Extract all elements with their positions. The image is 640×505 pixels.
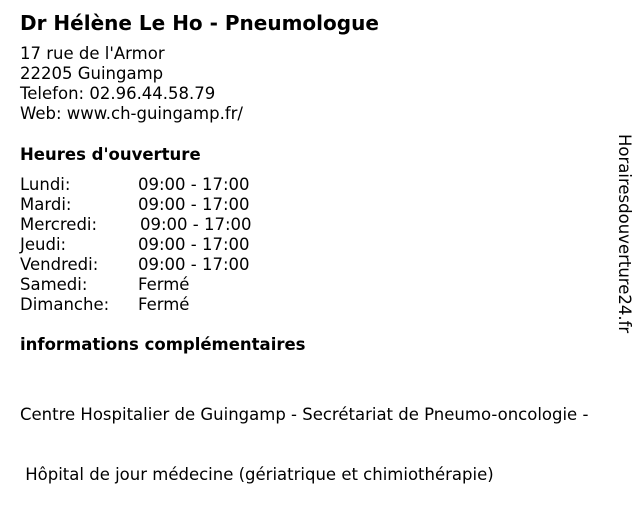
hours-time: 09:00 - 17:00 xyxy=(138,195,250,214)
hours-time: 09:00 - 17:00 xyxy=(140,215,252,234)
address-block xyxy=(20,44,243,124)
site-watermark: Horairesdouverture24.fr xyxy=(615,134,634,334)
hours-day: Mercredi: xyxy=(20,215,98,234)
hours-time: 09:00 - 17:00 xyxy=(138,235,250,254)
info-line: Centre Hospitalier de Guingamp - Secrétariat de Pneumo-oncologie - xyxy=(20,405,589,424)
hours-day: Samedi: xyxy=(20,275,88,294)
hours-day: Dimanche: xyxy=(20,295,110,314)
address-street: 17 rue de l'Armor xyxy=(20,44,165,63)
hours-day: Lundi: xyxy=(20,175,71,194)
hours-time: 09:00 - 17:00 xyxy=(138,255,250,274)
hours-time: 09:00 - 17:00 xyxy=(138,175,250,194)
hours-day: Jeudi: xyxy=(20,235,67,254)
page-title: Dr Hélène Le Ho - Pneumologue xyxy=(20,11,379,35)
hours-day: Vendredi: xyxy=(20,255,99,274)
hours-day: Mardi: xyxy=(20,195,72,214)
info-heading: informations complémentaires xyxy=(20,335,306,354)
hours-time: Fermé xyxy=(138,295,190,314)
address-phone: Telefon: 02.96.44.58.79 xyxy=(20,84,216,103)
address-city: 22205 Guingamp xyxy=(20,64,164,83)
hours-time: Fermé xyxy=(138,275,190,294)
info-line: Hôpital de jour médecine (gériatrique et chimiothérapie) xyxy=(20,465,494,484)
address-web: Web: www.ch-guingamp.fr/ xyxy=(20,104,243,123)
info-text xyxy=(20,365,588,505)
hours-heading: Heures d'ouverture xyxy=(20,145,201,164)
